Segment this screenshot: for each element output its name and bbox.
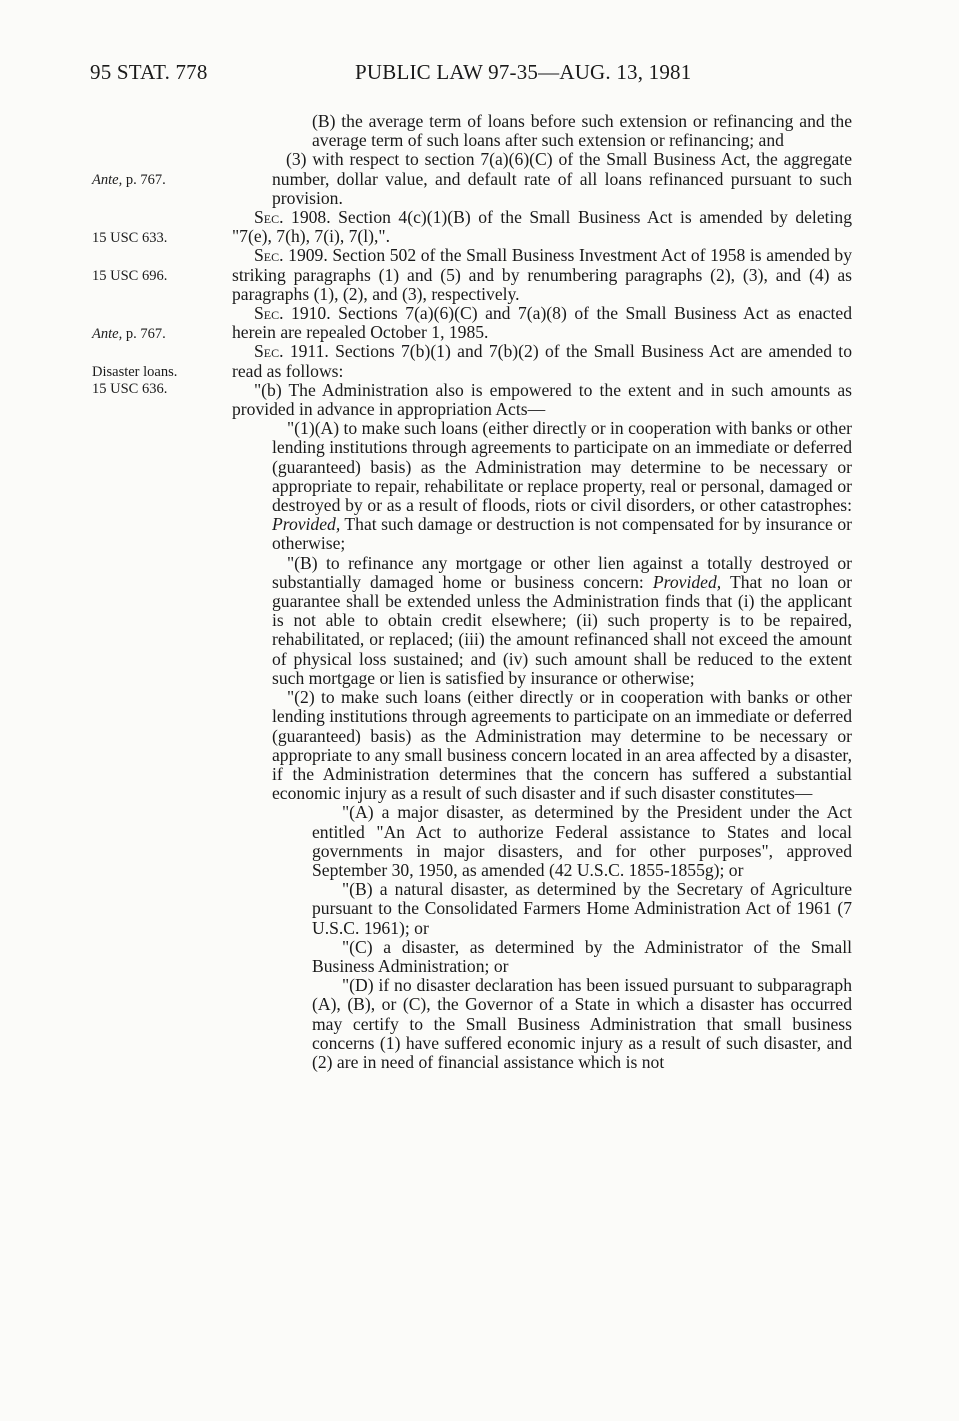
sec-1911: Sec. 1911. Sections 7(b)(1) and 7(b)(2) of the Small Business Act are amended to read as follows:	[232, 341, 852, 381]
sec-1910: Sec. 1910. Sections 7(a)(6)(C) and 7(a)(8) of the Small Business Act as enacted herein are repealed October 1, 1985.	[232, 303, 852, 343]
sec-1909: Sec. 1909. Section 502 of the Small Business Investment Act of 1958 is amended by striking paragraphs (1) and (5) and by renumbering paragraphs (2), (3), and (4) as paragraphs (1), (2), and (3), respectively.	[232, 245, 852, 304]
para-2-economic-injury: "(2) to make such loans (either directly or in cooperation with banks or other lending institutions through agreements to participate on an immediate or deferred (guaranteed) basis) as the Administration may determine to be necessary or appropriate to any small business concern located in an area affected by a disaster, if the Administration determines that the concern has suffered a substantial economic injury as a result of such disaster and if such disaster constitutes—	[272, 687, 852, 804]
para-b-administration: "(b) The Administration also is empowered to the extent and in such amounts as provided in advance in appropriation Acts—	[232, 379, 852, 420]
page-number-header: 95 STAT. 778	[90, 60, 208, 84]
para-3-section-7a6c: (3) with respect to section 7(a)(6)(C) of the Small Business Act, the aggregate number, dollar value, and default rate of all loans refinanced pursuant to such provision.	[272, 149, 852, 208]
margin-note-disaster-loans: Disaster loans.	[92, 364, 178, 380]
law-title-header: PUBLIC LAW 97-35—AUG. 13, 1981	[355, 60, 692, 84]
para-1b-refinance: "(B) to refinance any mortgage or other lien against a totally destroyed or substantially damaged home or business concern: Provided, That no loan or guarantee shall be extended unless the Administration finds that (i) the applicant is not able to obtain credit elsewhere; (ii) such property is to be repaired, rehabilitated, or replaced; (iii) the amount refinanced shall not exceed the amount of physical loss sustained; and (iv) such amount shall be reduced to the extent such mortgage or lien is satisfied by insurance or otherwise;	[272, 552, 852, 688]
para-a-major-disaster: "(A) a major disaster, as determined by the President under the Act entitled "An Act to authorize Federal assistance to States and local governments in major disasters, and for other purposes", approved September 30, 1950, as amended (42 U.S.C. 1855-1855g); or	[312, 802, 852, 880]
margin-note-usc-636: 15 USC 636.	[92, 381, 168, 397]
sec-1908: Sec. 1908. Section 4(c)(1)(B) of the Small Business Act is amended by deleting "7(e), 7(h), 7(i), 7(l),".	[232, 207, 852, 247]
para-b-average-term: (B) the average term of loans before such extension or refinancing and the average term of such loans after such extension or refinancing; and	[312, 111, 852, 151]
para-c-sba-disaster: "(C) a disaster, as determined by the Administrator of the Small Business Administration; or	[312, 936, 852, 976]
margin-note-ante-2: Ante, p. 767.	[92, 326, 166, 342]
margin-note-usc-633: 15 USC 633.	[92, 230, 168, 246]
para-d-governor-certify: "(D) if no disaster declaration has been issued pursuant to subparagraph (A), (B), or (C), the Governor of a State in which a disaster has occurred may certify to the Small Business Administration that small business concerns (1) have suffered economic injury as a result of such disaster, and (2) are in need of financial assistance which is not	[312, 975, 852, 1072]
para-1a-loans: "(1)(A) to make such loans (either directly or in cooperation with banks or other lending institutions through agreements to participate on an immediate or deferred (guaranteed) basis) as the Administration may determine to be necessary or appropriate to repair, rehabilitate or replace property, real or personal, damaged or destroyed by or as a result of floods, riots or civil disorders, or other catastrophes: Provided, That such damage or destruction is not compensated for by insurance or otherwise;	[272, 418, 852, 554]
margin-note-usc-696: 15 USC 696.	[92, 268, 168, 284]
para-b-natural-disaster: "(B) a natural disaster, as determined by the Secretary of Agriculture pursuant to the Consolidated Farmers Home Administration Act of 1961 (7 U.S.C. 1961); or	[312, 879, 852, 938]
statute-text	[232, 112, 852, 1072]
margin-note-ante-1: Ante, p. 767.	[92, 172, 166, 188]
